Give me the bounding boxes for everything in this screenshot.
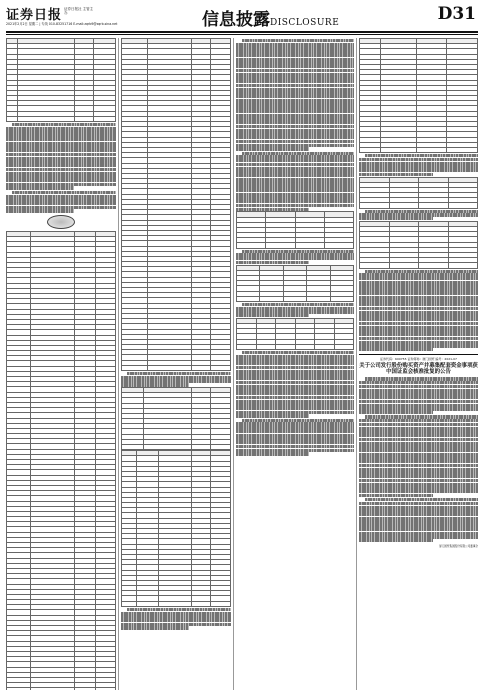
text-line — [359, 411, 433, 414]
text-line — [236, 414, 309, 417]
data-table — [6, 38, 116, 122]
text-paragraph — [6, 191, 116, 213]
table-cell — [360, 203, 390, 208]
table-cell — [324, 243, 353, 248]
column-2 — [121, 38, 231, 690]
text-paragraph — [359, 498, 478, 542]
text-paragraph — [359, 415, 478, 497]
dateline: 2021年2月2日 星期二 | 专线 010-83251716 E-mail:zqrb9@zqrb.sina.net — [6, 22, 118, 26]
table-row — [360, 203, 478, 208]
text-line — [121, 626, 189, 629]
column-4 — [359, 38, 478, 690]
text-paragraph — [121, 608, 231, 630]
announcement-signature: 厦门国贸集团股份有限公司董事会 — [439, 545, 478, 549]
table-row — [122, 601, 231, 606]
table-cell — [381, 147, 416, 152]
text-paragraph — [359, 377, 478, 414]
table-row — [7, 116, 116, 121]
newspaper-logo: 证券日报 — [6, 8, 63, 23]
announcement-code: 证券代码：600755 证券简称：厦门国贸 编号：2021-07 — [380, 357, 457, 362]
table-cell — [360, 147, 381, 152]
table-row — [122, 365, 231, 370]
table-cell — [96, 688, 116, 690]
text-paragraph — [236, 419, 354, 456]
column-divider — [233, 38, 234, 690]
table-row — [237, 344, 354, 349]
table-cell — [7, 116, 18, 121]
table-cell — [237, 344, 257, 349]
table-row — [360, 147, 478, 152]
table-cell — [416, 147, 447, 152]
text-line — [236, 314, 309, 317]
text-paragraph — [359, 154, 478, 176]
text-paragraph — [236, 39, 354, 151]
table-cell — [122, 365, 148, 370]
table-cell — [122, 601, 137, 606]
table-cell — [330, 296, 353, 301]
text-line — [236, 261, 309, 264]
text-paragraph — [236, 303, 354, 318]
table-cell — [334, 344, 354, 349]
text-line — [359, 494, 433, 497]
text-line — [359, 217, 433, 220]
table-cell — [191, 365, 211, 370]
table-cell — [295, 243, 324, 248]
section-title-en: DISCLOSURE — [270, 18, 340, 28]
text-paragraph — [236, 250, 354, 265]
text-line — [6, 209, 74, 212]
table-cell — [191, 445, 211, 450]
data-table — [121, 387, 231, 450]
data-table — [121, 38, 231, 371]
column-4-top — [359, 38, 478, 351]
table-cell — [211, 445, 231, 450]
table-cell — [307, 296, 330, 301]
table-cell — [211, 365, 231, 370]
table-cell — [283, 296, 306, 301]
text-paragraph — [359, 210, 478, 221]
table-cell — [419, 203, 449, 208]
table-cell — [159, 601, 192, 606]
table-cell — [122, 445, 144, 450]
table-cell — [276, 344, 296, 349]
header-rule — [6, 31, 478, 33]
text-line — [359, 539, 433, 542]
text-line — [359, 173, 433, 176]
data-table — [359, 177, 478, 209]
page-number: D31 — [437, 4, 476, 24]
data-table — [236, 265, 354, 302]
table-cell — [191, 601, 211, 606]
text-paragraph — [6, 123, 116, 190]
text-line — [6, 186, 74, 189]
table-cell — [448, 263, 478, 268]
text-paragraph — [236, 351, 354, 418]
table-cell — [17, 116, 74, 121]
table-row — [122, 445, 231, 450]
table-row — [237, 243, 354, 248]
table-cell — [448, 203, 478, 208]
header-rule-thin — [6, 34, 478, 35]
table-cell — [74, 688, 96, 690]
announcement-title: 关于公司发行股份购买资产并募集配套资金事项获中国证监会核准批复的公告 — [359, 362, 478, 376]
table-row — [237, 296, 354, 301]
table-cell — [211, 601, 231, 606]
table-cell — [137, 601, 159, 606]
table-cell — [30, 688, 74, 690]
data-table — [121, 450, 231, 607]
section-title — [202, 5, 339, 30]
column-3 — [236, 38, 354, 690]
table-cell — [260, 296, 283, 301]
column-divider — [118, 38, 119, 690]
table-cell — [143, 445, 191, 450]
text-paragraph — [121, 372, 231, 387]
section-title-cn: 信息披露 — [202, 10, 270, 30]
table-cell — [315, 344, 335, 349]
table-cell — [256, 344, 276, 349]
data-table — [359, 38, 478, 153]
text-line — [359, 348, 433, 351]
table-cell — [237, 243, 266, 248]
column-1 — [6, 38, 116, 690]
table-row — [360, 263, 478, 268]
table-cell — [419, 263, 449, 268]
text-line — [236, 452, 309, 455]
seal-image — [47, 215, 75, 229]
table-cell — [360, 263, 390, 268]
table-cell — [94, 116, 116, 121]
announcement-block — [359, 354, 478, 548]
table-cell — [295, 344, 315, 349]
column-divider — [356, 38, 357, 690]
data-table — [236, 318, 354, 350]
data-table — [236, 211, 354, 248]
text-line — [236, 147, 309, 150]
table-cell — [266, 243, 295, 248]
table-cell — [148, 365, 192, 370]
column-3-body — [236, 39, 354, 456]
table-cell — [237, 296, 260, 301]
table-cell — [7, 688, 31, 690]
text-line — [121, 383, 189, 386]
data-table — [6, 231, 116, 690]
table-row — [7, 688, 116, 690]
announcement-body — [359, 377, 478, 542]
text-paragraph — [359, 270, 478, 352]
table-cell — [447, 147, 478, 152]
text-paragraph — [236, 152, 354, 211]
table-cell — [389, 203, 419, 208]
table-cell — [74, 116, 94, 121]
text-line — [236, 208, 309, 211]
table-cell — [389, 263, 419, 268]
data-table — [359, 221, 478, 269]
logo-subtitle: 证券日报社 主管主办 — [64, 7, 94, 15]
